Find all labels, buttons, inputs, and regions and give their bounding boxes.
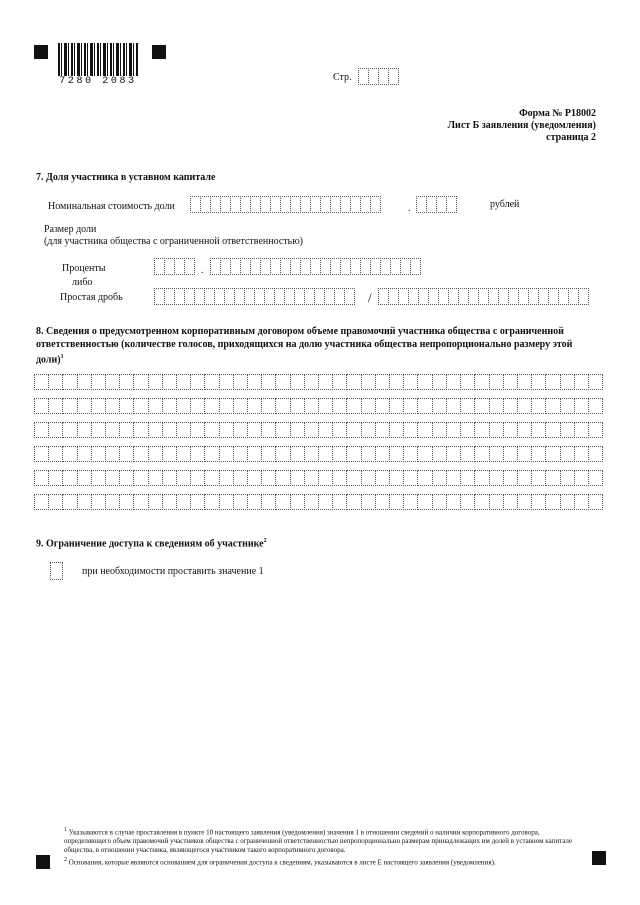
grid-cell[interactable]	[204, 422, 219, 438]
grid-cell[interactable]	[233, 422, 248, 438]
grid-cell[interactable]	[446, 470, 461, 486]
grid-cell[interactable]	[531, 470, 546, 486]
grid-cell[interactable]	[162, 398, 177, 414]
grid-cell[interactable]	[375, 470, 390, 486]
grid-cell[interactable]	[261, 422, 276, 438]
grid-cell[interactable]	[290, 470, 305, 486]
nominal-label: Номинальная стоимость доли	[48, 201, 175, 212]
share-size-label: Размер доли	[44, 224, 97, 235]
grid-cell[interactable]	[77, 374, 92, 390]
grid-cell[interactable]	[432, 494, 447, 510]
grid-cell[interactable]	[233, 446, 248, 462]
grid-cell[interactable]	[389, 374, 404, 390]
section-8-row-2[interactable]	[34, 398, 602, 414]
grid-cell[interactable]	[446, 398, 461, 414]
grid-cell[interactable]	[403, 470, 418, 486]
grid-cell[interactable]	[574, 374, 589, 390]
grid-cell[interactable]	[77, 494, 92, 510]
grid-cell[interactable]	[460, 494, 475, 510]
grid-cell[interactable]	[560, 470, 575, 486]
grid-cell[interactable]	[162, 470, 177, 486]
grid-cell[interactable]	[105, 470, 120, 486]
grid-cell[interactable]	[190, 398, 205, 414]
nominal-kopecks-field[interactable]	[416, 196, 456, 213]
grid-cell[interactable]	[119, 446, 134, 462]
grid-cell[interactable]	[91, 422, 106, 438]
grid-cell[interactable]	[432, 470, 447, 486]
grid-cell[interactable]	[247, 422, 262, 438]
grid-cell[interactable]	[318, 398, 333, 414]
footnote-1: $^1$ Указываются в случае проставления в пункте 10 настоящего заявления (уведомления) значения 1 в отношении сведений о наличии корпоративного договора, определяющего объем правомочий участников общества с ограниченной ответственностью непропорционально размерам принадлежащих им долей в уставном капитале общества, в отношении участника, являющегося участником такого корпоративного договора.	[64, 827, 573, 855]
sheet-title: Лист Б заявления (уведомления)	[447, 120, 596, 131]
grid-cell[interactable]	[361, 398, 376, 414]
grid-cell[interactable]	[460, 422, 475, 438]
grid-cell[interactable]	[474, 398, 489, 414]
grid-cell[interactable]	[219, 398, 234, 414]
grid-cell[interactable]	[119, 494, 134, 510]
grid-cell[interactable]	[304, 470, 319, 486]
grid-cell[interactable]	[375, 398, 390, 414]
grid-cell[interactable]	[531, 398, 546, 414]
grid-cell[interactable]	[517, 446, 532, 462]
grid-cell[interactable]	[133, 422, 148, 438]
grid-cell[interactable]	[34, 446, 49, 462]
grid-cell[interactable]	[34, 422, 49, 438]
grid-cell[interactable]	[361, 494, 376, 510]
grid-cell[interactable]	[375, 446, 390, 462]
page-number-field[interactable]	[358, 68, 398, 85]
grid-cell[interactable]	[574, 398, 589, 414]
grid-cell[interactable]	[403, 374, 418, 390]
grid-cell[interactable]	[233, 398, 248, 414]
grid-cell[interactable]	[460, 446, 475, 462]
grid-cell[interactable]	[503, 422, 518, 438]
grid-cell[interactable]	[219, 446, 234, 462]
grid-cell[interactable]	[162, 374, 177, 390]
grid-cell[interactable]	[432, 374, 447, 390]
grid-cell[interactable]	[176, 374, 191, 390]
grid-cell[interactable]	[503, 374, 518, 390]
grid-cell[interactable]	[119, 398, 134, 414]
grid-cell[interactable]	[346, 446, 361, 462]
grid-cell[interactable]	[375, 422, 390, 438]
grid-cell[interactable]	[48, 398, 63, 414]
corner-marker-top-left	[34, 45, 48, 59]
grid-cell[interactable]	[389, 446, 404, 462]
grid-cell[interactable]	[417, 374, 432, 390]
grid-cell[interactable]	[176, 446, 191, 462]
grid-cell[interactable]	[261, 470, 276, 486]
grid-cell[interactable]	[446, 374, 461, 390]
grid-cell[interactable]	[517, 374, 532, 390]
grid-cell[interactable]	[247, 494, 262, 510]
access-restriction-checkbox[interactable]	[50, 562, 62, 580]
grid-cell[interactable]	[346, 374, 361, 390]
grid-cell[interactable]	[290, 374, 305, 390]
grid-cell[interactable]	[190, 374, 205, 390]
grid-cell[interactable]	[133, 374, 148, 390]
grid-cell[interactable]	[62, 470, 77, 486]
grid-cell[interactable]	[489, 422, 504, 438]
grid-cell[interactable]	[503, 494, 518, 510]
grid-cell[interactable]	[91, 494, 106, 510]
grid-cell[interactable]	[162, 422, 177, 438]
grid-cell[interactable]	[375, 374, 390, 390]
grid-cell[interactable]	[34, 374, 49, 390]
grid-cell[interactable]	[588, 470, 603, 486]
grid-cell[interactable]	[389, 470, 404, 486]
grid-cell[interactable]	[162, 494, 177, 510]
section-8-row-4[interactable]	[34, 446, 602, 462]
grid-cell[interactable]	[275, 446, 290, 462]
grid-cell[interactable]	[403, 446, 418, 462]
grid-cell[interactable]	[119, 374, 134, 390]
barcode	[58, 43, 138, 76]
grid-cell[interactable]	[332, 398, 347, 414]
grid-cell[interactable]	[219, 470, 234, 486]
grid-cell[interactable]	[517, 398, 532, 414]
decimal-point: .	[408, 203, 411, 214]
grid-cell[interactable]	[204, 398, 219, 414]
grid-cell[interactable]	[446, 422, 461, 438]
grid-cell[interactable]	[318, 494, 333, 510]
grid-cell[interactable]	[62, 446, 77, 462]
grid-cell[interactable]	[574, 422, 589, 438]
fraction-numerator-field[interactable]	[154, 288, 354, 305]
grid-cell[interactable]	[48, 374, 63, 390]
grid-cell[interactable]	[275, 398, 290, 414]
grid-cell[interactable]	[148, 374, 163, 390]
corner-marker-top-right	[152, 45, 166, 59]
section-8-row-6[interactable]	[34, 494, 602, 510]
grid-cell[interactable]	[247, 446, 262, 462]
grid-cell[interactable]	[91, 398, 106, 414]
grid-cell[interactable]	[531, 422, 546, 438]
corner-marker-bottom-left	[36, 855, 50, 869]
fraction-slash: /	[368, 290, 372, 305]
grid-cell[interactable]	[417, 422, 432, 438]
grid-cell[interactable]	[105, 446, 120, 462]
grid-cell[interactable]	[560, 398, 575, 414]
grid-cell[interactable]	[261, 446, 276, 462]
grid-cell[interactable]	[417, 446, 432, 462]
grid-cell[interactable]	[261, 398, 276, 414]
grid-cell[interactable]	[503, 398, 518, 414]
grid-cell[interactable]	[247, 470, 262, 486]
grid-cell[interactable]	[361, 470, 376, 486]
grid-cell[interactable]	[48, 422, 63, 438]
grid-cell[interactable]	[517, 494, 532, 510]
grid-cell[interactable]	[403, 494, 418, 510]
grid-cell[interactable]	[176, 398, 191, 414]
grid-cell[interactable]	[417, 494, 432, 510]
grid-cell[interactable]	[489, 494, 504, 510]
grid-cell[interactable]	[204, 470, 219, 486]
grid-cell[interactable]	[474, 494, 489, 510]
grid-cell[interactable]	[105, 494, 120, 510]
grid-cell[interactable]	[503, 446, 518, 462]
grid-cell[interactable]	[545, 398, 560, 414]
grid-cell[interactable]	[48, 446, 63, 462]
grid-cell[interactable]	[247, 398, 262, 414]
grid-cell[interactable]	[133, 494, 148, 510]
grid-cell[interactable]	[560, 422, 575, 438]
corner-marker-bottom-right	[592, 851, 606, 865]
grid-cell[interactable]	[588, 422, 603, 438]
grid-cell[interactable]	[275, 470, 290, 486]
grid-cell[interactable]	[417, 470, 432, 486]
grid-cell[interactable]	[460, 470, 475, 486]
grid-cell[interactable]	[304, 422, 319, 438]
grid-cell[interactable]	[318, 446, 333, 462]
share-size-note: (для участника общества с ограниченной ответственностью)	[44, 236, 304, 247]
grid-cell[interactable]	[346, 494, 361, 510]
grid-cell[interactable]	[403, 398, 418, 414]
grid-cell[interactable]	[389, 494, 404, 510]
grid-cell[interactable]	[389, 398, 404, 414]
grid-cell[interactable]	[346, 398, 361, 414]
grid-cell[interactable]	[48, 470, 63, 486]
grid-cell[interactable]	[219, 422, 234, 438]
or-label: либо	[72, 277, 93, 288]
grid-cell[interactable]	[560, 446, 575, 462]
grid-cell[interactable]	[531, 374, 546, 390]
grid-cell[interactable]	[545, 470, 560, 486]
page-label: Стр.	[333, 72, 352, 83]
form-number: Форма № Р18002	[519, 108, 596, 119]
grid-cell[interactable]	[148, 470, 163, 486]
grid-cell[interactable]	[290, 398, 305, 414]
grid-cell[interactable]	[34, 398, 49, 414]
grid-cell[interactable]	[574, 494, 589, 510]
grid-cell[interactable]	[318, 374, 333, 390]
grid-cell[interactable]	[204, 374, 219, 390]
grid-cell[interactable]	[91, 446, 106, 462]
grid-cell[interactable]	[190, 446, 205, 462]
footnote-2: $^2$ Основания, которые являются основанием для ограничения доступа к сведениям, указываются в листе Е настоящего заявления (уведомления).	[64, 857, 496, 867]
barcode-number: 7280 2083	[59, 76, 137, 87]
section-9-title: 9. Ограничение доступа к сведениям об участнике$^2$	[36, 538, 267, 550]
grid-cell[interactable]	[62, 374, 77, 390]
grid-cell[interactable]	[489, 470, 504, 486]
grid-cell[interactable]	[574, 446, 589, 462]
percent-frac-field[interactable]	[210, 258, 420, 275]
grid-cell[interactable]	[62, 398, 77, 414]
grid-cell[interactable]	[545, 374, 560, 390]
grid-cell[interactable]	[545, 422, 560, 438]
grid-cell[interactable]	[389, 422, 404, 438]
grid-cell[interactable]	[119, 422, 134, 438]
grid-cell[interactable]	[77, 446, 92, 462]
grid-cell[interactable]	[361, 422, 376, 438]
grid-cell[interactable]	[531, 446, 546, 462]
grid-cell[interactable]	[247, 374, 262, 390]
grid-cell[interactable]	[148, 494, 163, 510]
grid-cell[interactable]	[219, 494, 234, 510]
percent-int-field[interactable]	[154, 258, 194, 275]
grid-cell[interactable]	[474, 374, 489, 390]
grid-cell[interactable]	[545, 446, 560, 462]
grid-cell[interactable]	[332, 494, 347, 510]
grid-cell[interactable]	[332, 422, 347, 438]
grid-cell[interactable]	[332, 470, 347, 486]
grid-cell[interactable]	[446, 494, 461, 510]
grid-cell[interactable]	[190, 470, 205, 486]
grid-cell[interactable]	[204, 494, 219, 510]
grid-cell[interactable]	[346, 422, 361, 438]
grid-cell[interactable]	[574, 470, 589, 486]
grid-cell[interactable]	[162, 446, 177, 462]
grid-cell[interactable]	[588, 374, 603, 390]
grid-cell[interactable]	[176, 470, 191, 486]
grid-cell[interactable]	[332, 374, 347, 390]
sheet-page: страница 2	[546, 132, 596, 143]
grid-cell[interactable]	[489, 398, 504, 414]
grid-cell[interactable]	[460, 374, 475, 390]
grid-cell[interactable]	[133, 446, 148, 462]
grid-cell[interactable]	[560, 374, 575, 390]
grid-cell[interactable]	[261, 494, 276, 510]
section-8-row-5[interactable]	[34, 470, 602, 486]
grid-cell[interactable]	[105, 374, 120, 390]
grid-cell[interactable]	[176, 494, 191, 510]
grid-cell[interactable]	[361, 374, 376, 390]
grid-cell[interactable]	[318, 422, 333, 438]
grid-cell[interactable]	[34, 470, 49, 486]
grid-cell[interactable]	[346, 470, 361, 486]
grid-cell[interactable]	[290, 494, 305, 510]
grid-cell[interactable]	[233, 470, 248, 486]
section-8-row-3[interactable]	[34, 422, 602, 438]
grid-cell[interactable]	[588, 494, 603, 510]
grid-cell[interactable]	[62, 422, 77, 438]
grid-cell[interactable]	[290, 446, 305, 462]
section-8-row-1[interactable]	[34, 374, 602, 390]
grid-cell[interactable]	[148, 422, 163, 438]
grid-cell[interactable]	[77, 470, 92, 486]
grid-cell[interactable]	[261, 374, 276, 390]
checkbox-hint: при необходимости проставить значение 1	[82, 566, 264, 577]
grid-cell[interactable]	[119, 470, 134, 486]
grid-cell[interactable]	[275, 374, 290, 390]
grid-cell[interactable]	[148, 446, 163, 462]
percent-decimal-point: .	[201, 265, 204, 276]
grid-cell[interactable]	[545, 494, 560, 510]
grid-cell[interactable]	[361, 446, 376, 462]
grid-cell[interactable]	[474, 422, 489, 438]
grid-cell[interactable]	[432, 446, 447, 462]
fraction-denominator-field[interactable]	[378, 288, 588, 305]
grid-cell[interactable]	[446, 446, 461, 462]
grid-cell[interactable]	[48, 494, 63, 510]
grid-cell[interactable]	[503, 470, 518, 486]
grid-cell[interactable]	[489, 446, 504, 462]
grid-cell[interactable]	[460, 398, 475, 414]
grid-cell[interactable]	[91, 374, 106, 390]
grid-cell[interactable]	[190, 422, 205, 438]
grid-cell[interactable]	[304, 374, 319, 390]
nominal-rubles-field[interactable]	[190, 196, 380, 213]
grid-cell[interactable]	[560, 494, 575, 510]
grid-cell[interactable]	[133, 398, 148, 414]
grid-cell[interactable]	[62, 494, 77, 510]
grid-cell[interactable]	[204, 446, 219, 462]
grid-cell[interactable]	[403, 422, 418, 438]
grid-cell[interactable]	[304, 446, 319, 462]
fraction-label: Простая дробь	[60, 292, 123, 303]
percent-label: Проценты	[62, 263, 106, 274]
grid-cell[interactable]	[489, 374, 504, 390]
grid-cell[interactable]	[176, 422, 191, 438]
grid-cell[interactable]	[91, 470, 106, 486]
grid-cell[interactable]	[432, 398, 447, 414]
grid-cell[interactable]	[474, 470, 489, 486]
grid-cell[interactable]	[588, 398, 603, 414]
grid-cell[interactable]	[517, 422, 532, 438]
grid-cell[interactable]	[190, 494, 205, 510]
grid-cell[interactable]	[318, 470, 333, 486]
grid-cell[interactable]	[304, 494, 319, 510]
grid-cell[interactable]	[77, 422, 92, 438]
grid-cell[interactable]	[432, 422, 447, 438]
grid-cell[interactable]	[588, 446, 603, 462]
section-8-title: 8. Сведения о предусмотренном корпоративным договором объеме правомочий участника общества с ограниченной ответственностью (количестве голосов, приходящихся на долю участника общества непропорционально размеру этой доли)$^1$	[36, 326, 573, 366]
grid-cell[interactable]	[517, 470, 532, 486]
grid-cell[interactable]	[233, 494, 248, 510]
grid-cell[interactable]	[474, 446, 489, 462]
grid-cell[interactable]	[417, 398, 432, 414]
grid-cell[interactable]	[77, 398, 92, 414]
grid-cell[interactable]	[148, 398, 163, 414]
grid-cell[interactable]	[219, 374, 234, 390]
grid-cell[interactable]	[531, 494, 546, 510]
grid-cell[interactable]	[34, 494, 49, 510]
grid-cell[interactable]	[233, 374, 248, 390]
grid-cell[interactable]	[375, 494, 390, 510]
grid-cell[interactable]	[275, 422, 290, 438]
grid-cell[interactable]	[332, 446, 347, 462]
grid-cell[interactable]	[304, 398, 319, 414]
grid-cell[interactable]	[290, 422, 305, 438]
form-header	[448, 108, 596, 144]
grid-cell[interactable]	[275, 494, 290, 510]
grid-cell[interactable]	[105, 422, 120, 438]
rubles-label: рублей	[490, 199, 520, 210]
grid-cell[interactable]	[105, 398, 120, 414]
section-7-title: 7. Доля участника в уставном капитале	[36, 172, 216, 183]
grid-cell[interactable]	[133, 470, 148, 486]
